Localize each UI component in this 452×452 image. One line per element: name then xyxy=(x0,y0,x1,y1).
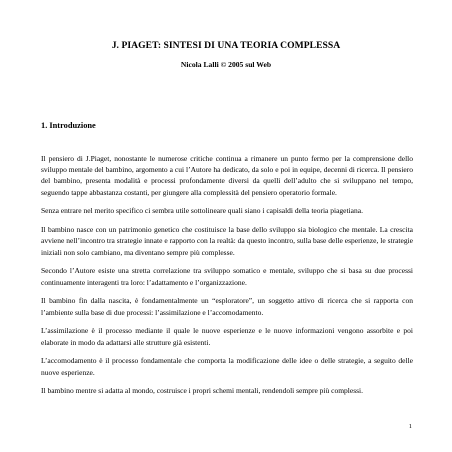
paragraph: Il bambino fin dalla nascita, è fondamentalmente un “esploratore”, un soggetto attivo di ricerca che si rapporta con l’ambiente sulla base di due processi: l’assimilazione e l’accomodamento. xyxy=(41,296,413,317)
paragraph: Il bambino mentre si adatta al mondo, costruisce i propri schemi mentali, rendendoli sempre più complessi. xyxy=(41,386,364,396)
paragraph: L’assimilazione è il processo mediante il quale le nuove esperienze e le nuove informazioni vengono assorbite e poi elaborate in modo da adattarsi alle strutture già esistenti. xyxy=(41,326,413,347)
paragraph: Senza entrare nel merito specifico ci sembra utile sottolineare quali siano i capisaldi della teoria piagetiana. xyxy=(41,206,363,216)
paragraph: Il bambino nasce con un patrimonio genetico che costituisce la base dello sviluppo sia biologico che mentale. La crescita avviene nell’incontro tra strategie innate e rapporto con la realtà: da questo incontro, sulla base delle esperienze, le strategie iniziali non solo cambiano, ma diventano sempre più complesse. xyxy=(41,225,413,257)
author-line: Nicola Lalli © 2005 sul Web xyxy=(180,60,272,69)
document-title: J. PIAGET: SINTESI DI UNA TEORIA COMPLESSA xyxy=(111,40,341,51)
section-heading: 1. Introduzione xyxy=(41,121,96,130)
paragraph: Il pensiero di J.Piaget, nonostante le numerose critiche continua a rimanere un punto fermo per la comprensione dello sviluppo mentale del bambino, argomento a cui l’Autore ha dedicato, da solo e poi in equipe, decenni di ricerca. Il pensiero del bambino, presenta modalità e processi profondamente diversi da quelli dell’adulto che si sviluppano nel tempo, seguendo tappe abbastanza costanti, per giungere alla complessità del pensiero operatorio formale. xyxy=(41,154,413,197)
page-number: 1 xyxy=(408,423,412,430)
paragraph: Secondo l’Autore esiste una stretta correlazione tra sviluppo somatico e mentale, sviluppo che si basa su due processi continuamente interagenti tra loro: l’adattamento e l’organizzazione. xyxy=(41,266,413,287)
paragraph: L’accomodamento è il processo fondamentale che comporta la modificazione delle idee o delle strategie, a seguito delle nuove esperienze. xyxy=(41,356,413,377)
document-body xyxy=(41,153,413,404)
